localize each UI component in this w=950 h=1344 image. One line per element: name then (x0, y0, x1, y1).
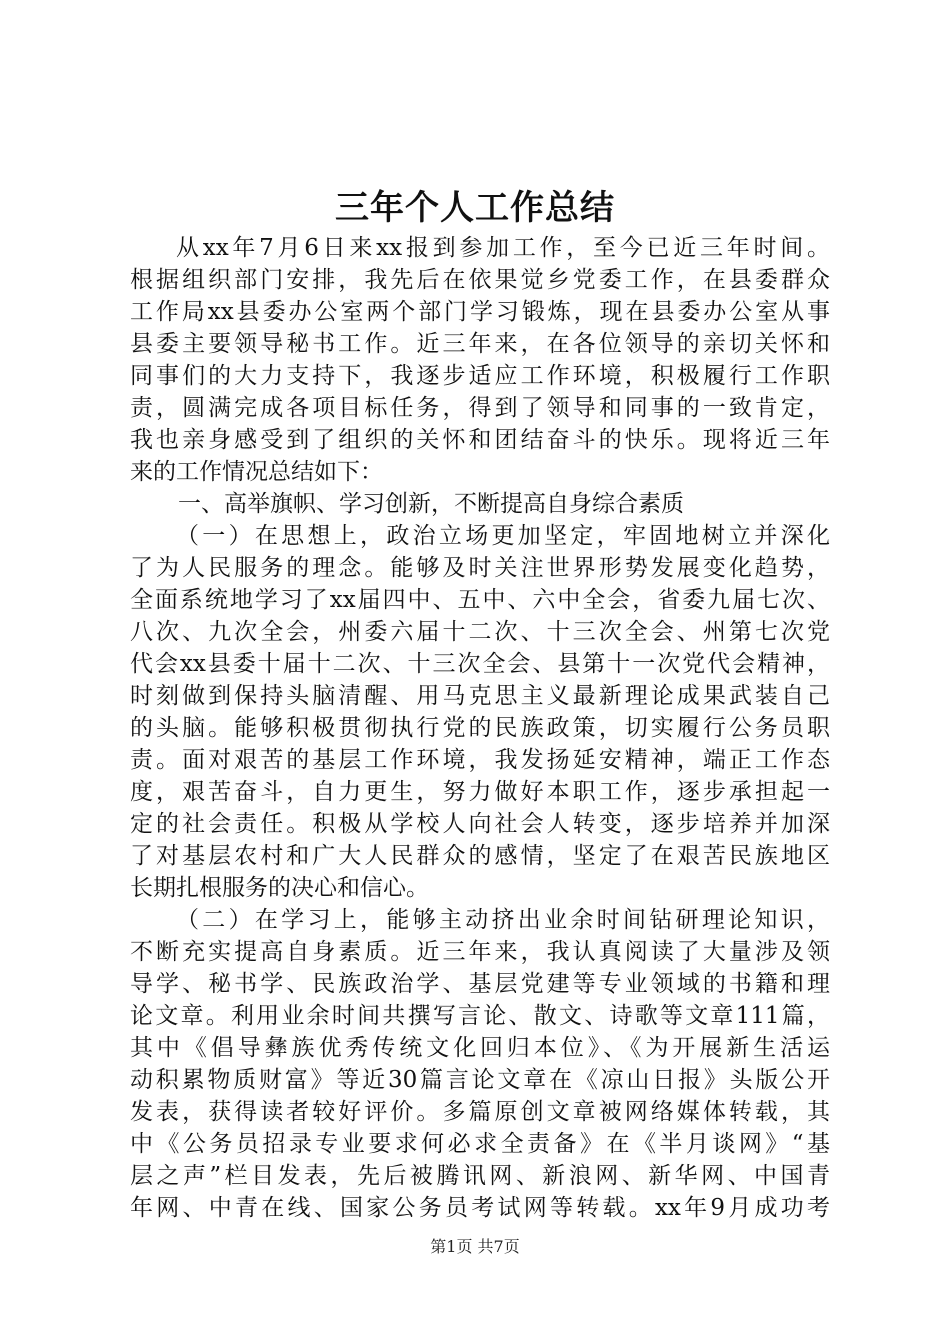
text-line: 不断充实提高自身素质。近三年来，我认真阅读了大量涉及领 (130, 939, 830, 965)
text-line: 责。面对艰苦的基层工作环境，我发扬延安精神，端正工作态 (130, 747, 830, 773)
text-line: 根据组织部门安排，我先后在依果觉乡党委工作，在县委群众 (130, 267, 830, 293)
text-line: 代会xx县委十届十二次、十三次全会、县第十一次党代会精神， (130, 651, 830, 677)
text-line: 度，艰苦奋斗，自力更生，努力做好本职工作，逐步承担起一 (130, 779, 830, 805)
text-line: 工作局xx县委办公室两个部门学习锻炼，现在县委办公室从事 (130, 299, 830, 325)
text-line: 了对基层农村和广大人民群众的感情，坚定了在艰苦民族地区 (130, 843, 830, 869)
text-line: 动积累物质财富》等近30篇言论文章在《凉山日报》头版公开 (130, 1067, 830, 1093)
text-line: 八次、九次全会，州委六届十二次、十三次全会、州第七次党 (130, 619, 830, 645)
text-line: 定的社会责任。积极从学校人向社会人转变，逐步培养并加深 (130, 811, 830, 837)
text-line: 的头脑。能够积极贯彻执行党的民族政策，切实履行公务员职 (130, 715, 830, 741)
text-line: 导学、秘书学、民族政治学、基层党建等专业领域的书籍和理 (130, 971, 830, 997)
text-line: 来的工作情况总结如下： (130, 459, 383, 485)
text-line: 县委主要领导秘书工作。近三年来，在各位领导的亲切关怀和 (130, 331, 830, 357)
document-title: 三年个人工作总结 (335, 188, 615, 228)
text-line: 同事们的大力支持下，我逐步适应工作环境，积极履行工作职 (130, 363, 830, 389)
text-line: 我也亲身感受到了组织的关怀和团结奋斗的快乐。现将近三年 (130, 427, 830, 453)
text-line: 时刻做到保持头脑清醒、用马克思主义最新理论成果武装自己 (130, 683, 830, 709)
text-line: 中《公务员招录专业要求何必求全责备》在《半月谈网》“基 (130, 1131, 830, 1157)
text-line: 其中《倡导彝族优秀传统文化回归本位》、《为开展新生活运 (130, 1035, 830, 1061)
text-line: 全面系统地学习了xx届四中、五中、六中全会，省委九届七次、 (130, 587, 830, 613)
text-line: 长期扎根服务的决心和信心。 (130, 875, 429, 901)
section-heading: 一、高举旗帜、学习创新，不断提高自身综合素质 (178, 491, 684, 517)
text-line: 论文章。利用业余时间共撰写言论、散文、诗歌等文章111篇， (130, 1003, 830, 1029)
text-line: 年网、中青在线、国家公务员考试网等转载。xx年9月成功考 (130, 1195, 830, 1221)
text-line: 层之声”栏目发表，先后被腾讯网、新浪网、新华网、中国青 (130, 1163, 830, 1189)
page-footer: 第1页 共7页 (430, 1237, 520, 1256)
text-line: （二）在学习上，能够主动挤出业余时间钻研理论知识， (176, 907, 830, 933)
document-body (130, 232, 830, 1224)
text-line: 了为人民服务的理念。能够及时关注世界形势发展变化趋势， (130, 555, 830, 581)
text-line: 责，圆满完成各项目标任务，得到了领导和同事的一致肯定， (130, 395, 830, 421)
text-line: 从xx年7月6日来xx报到参加工作，至今已近三年时间。 (176, 235, 830, 261)
text-line: （一）在思想上，政治立场更加坚定，牢固地树立并深化 (176, 523, 830, 549)
text-line: 发表，获得读者较好评价。多篇原创文章被网络媒体转载，其 (130, 1099, 830, 1125)
